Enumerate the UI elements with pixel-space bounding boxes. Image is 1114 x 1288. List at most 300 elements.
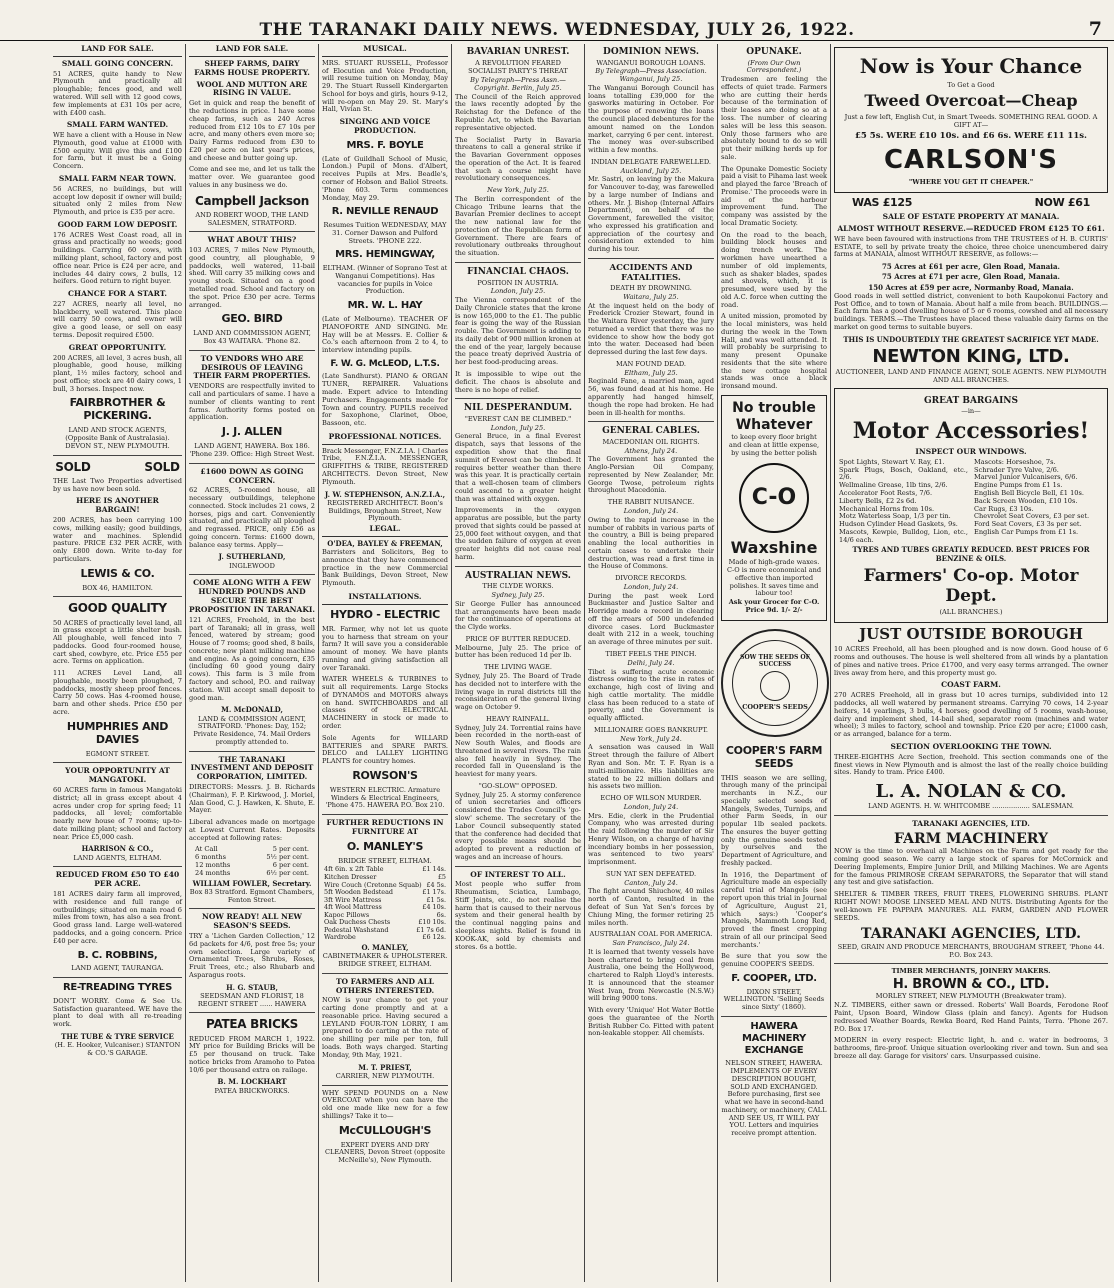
firm-name: B. C. ROBBINS, [77,949,158,961]
article-headline: FINANCIAL CHAOS. [467,266,569,277]
ad-text: Liberal advances made on mortgage at Lowest Current Rates. Deposits accepted at following rates: [189,818,315,842]
ad-text: NELSON STREET, HAWERA. IMPLEMENTS OF EVERY DESCRIPTION BOUGHT, SOLD AND EXCHANGED. Before purchasing, first see what we have in second-hand machinery, or machinery, CALL AND SEE US, IT WILL PAY YOU. Letters and inquiries receive prompt attention. [721,1059,827,1138]
divider [189,231,315,232]
ad-text: 60 ACRES farm in famous Mangatoki district; all in grass except about 4 acres under crop for spring feed; 11 paddocks, all level; comfortable nearly new house of 7 rooms; up-to-date milking plant; school and factory near. Price £5,000 cash. [53,786,182,841]
list-item: 75 Acres at £61 per acre, Glen Road, Manaia. [882,262,1060,272]
firm-address: (H. E. Hooker, Vulcaniser.) STANTON & CO.'S GARAGE. [54,1041,181,1057]
column-land-for-sale-2 [186,44,318,1282]
article-subhead: MAN FOUND DEAD. [615,359,687,368]
firm-name: NEWTON KING, LTD. [872,346,1070,367]
ad-text: 176 ACRES West Coast road, all in grass and practically no weeds; good buildings. Carrying 60 cows, with milking plant, school, factory and post office near. Price is £24 per acre, and includes 44 dairy cows, 2 bulls, 12 heifers. Good return to right buyer. [53,230,182,286]
divider [53,455,182,456]
accessory-list-right [974,459,1103,544]
ad-text: 111 ACRES Level Land, all ploughable, mostly been ploughed, 7 paddocks, mostly sheep proof fences. Carry 50 cows. Has 4-roomed house, barn and other sheds. Price £50 per acre. [53,669,182,716]
ad-text: Sole Agents for WILLARD BATTERIES and SPARE PARTS. DELCO and LALLEY LIGHTING PLANTS for country homes. [322,733,448,766]
firm-address: AND ROBERT WOOD, THE LAND SALESMEN, STRATFORD. [195,210,309,227]
firm-name: J. SUTHERLAND, [218,552,286,562]
list-item: Wardrobe £6 12s. [324,933,446,942]
firm-name: ROWSON'S [352,768,418,782]
ad-text: TRY a 'Lichen Garden Collection,' 12 6d packets for 4/6, post free 5s; your own selection. Large variety of Ornamental Trees, Shrubs, Roses, Fruit Trees, etc.; also Rhubarb and Asparagus roots. [189,932,315,979]
firm-name: Campbell Jackson [195,193,309,208]
column-cable-news [452,44,584,1282]
article-text: Sydney, July 25. The Board of Trade has decided not to interfere with the living wage in rural districts till the reconsideration of the general living wage on October 9. [455,671,581,712]
ad-text: 181 ACRES dairy farm all improved, with residence and full range of outbuildings; situated on main road 6 miles from town, has also a sea front. Good grass land. Large well-watered paddocks, and a going concern. Price £40 per acre. [53,890,182,945]
divider [322,814,448,815]
column-land-for-sale-1 [50,44,185,1282]
article-text: The Council of the Reich approved the laws recently adopted by the Reichstag for the Defence of the Republic Act, to which the Bavarian representative objected. [455,92,581,132]
ad-text: Come and see me, and let us talk the matter over. We guarantee good values in any business we do. [189,165,315,189]
firm-name: TARANAKI AGENCIES, LTD. [861,926,1081,943]
list-item: 150 Acres at £59 per acre, Normanby Road, Manaia. [868,282,1074,292]
article-subhead: A REVOLUTION FEARED [475,58,561,67]
ad-heading: THE TARANAKI INVESTMENT AND DEPOSIT CORPORATION, LIMITED. [190,754,314,782]
firm-address: CABINETMAKER & UPHOLSTERER. BRIDGE STREET, ELTHAM. [322,952,448,968]
ad-text: DON'T WORRY. Come & See Us. Satisfaction guaranteed. WE have the plant to deal with all re-treading work. [53,996,182,1029]
ad-text: —in— [961,407,981,416]
column-display-ads [831,44,1111,1282]
ad-text: 50 ACRES of practically level land, all in grass except a little shelter bush. All ploughable, well fenced into 7 paddocks. Good four-roomed house, cart shed, cowbyre, etc. Price £55 per acre. Terms on application. [53,618,182,666]
divider [189,1012,315,1013]
ad-heading: COME ALONG WITH A FEW HUNDRED POUNDS AND SECURE THE BEST PROPOSITION IN TARANAKI. [189,578,315,615]
list-item: Marvel Junior Vulcanisers, 6/6. [974,473,1078,482]
firm-address: BRIDGE STREET, ELTHAM. [338,856,432,865]
firm-address: WESTERN ELECTRIC. Armature Winders & Electrical Engineers, 'Phone 475. HAWERA P.O. Box 210. [325,785,445,810]
list-item: Pedestal Washstand £1 7s 6d. [324,925,446,934]
ad-banner: Motor Accessories! [852,418,1090,445]
emblem-text: SOW THE SEEDS OF SUCCESS [740,653,810,668]
ad-banner: HAWERA MACHINERY EXCHANGE [741,1020,806,1056]
ad-banner: HYDRO - ELECTRIC [330,607,440,621]
rate-row: 6 months 5½ per cent. [195,853,309,862]
article-text: Mr. Sastri, on leaving by the Makura for Vancouver to-day, was farewelled by a large number of Indians and others. Mr. J. Bishop (Internal Affairs Department), on behalf of the Government, farewelled the visitor, who expressed his gratification and appreciation of the courtesy and consideration extended to him during his tour. [588,175,714,254]
ad-text: MR. Farmer, why not let us quote you to harness that stream on your farm? It will save you a considerable amount of money. We have plants running and giving satisfaction all over Taranaki. [322,624,448,672]
article-headline: GENERAL CABLES. [602,426,700,437]
firm-name: H. G. STAUB, [226,982,278,992]
seeds-emblem-ring [732,640,818,726]
ad-heading: SHEEP FARMS, DAIRY FARMS HOUSE PROPERTY. [194,58,310,77]
section-heading: PROFESSIONAL NOTICES. [322,432,448,445]
article-text: The Vienna correspondent of the Daily Chronicle states that the krone is now 165,000 to the £1. The public fear is going the way of the Russian rouble. The Government is adding to its daily debt of 900 million kronen at the end of the year, largely because the peace treaty deprived Austria of her best food-producing areas. [455,296,581,367]
firm-address: SEEDSMAN AND FLORIST, 18 REGENT STREET ...... HAWERA [197,991,307,1008]
article-subhead: MACEDONIAN OIL RIGHTS. [602,437,700,446]
divider [53,596,182,597]
dateline: By Telegraph—Press Association. Wanganui, July 25. [595,67,707,84]
column-dominion-news [585,44,717,1282]
list-item: Back Screen Wooden, £10 10s. [974,496,1078,505]
list-item: Wellmaline Grease, 1lb tins, 2/6. [839,481,948,490]
ad-heading: WOOL AND MUTTON ARE RISING IN VALUE. [196,79,308,98]
ad-text: WE have been favoured with instructions from THE TRUSTEES of H. B. CURTIS' ESTATE, to sell by private treaty the choice, three choice unencumbered dairy farms at MANAIA, almost WITHOUT RESERVE, as follows:— [834,234,1108,259]
firm-address: LAND AGENTS. H. W. WHITCOMBE .................. SALESMAN. [868,802,1074,811]
rate-row: At Call 5 per cent. [195,845,309,854]
ad-heading: TO VENDORS WHO ARE DESIROUS OF LEAVING THEIR FARM PROPERTIES. [193,353,311,381]
dateline: London, July 24. [623,802,679,811]
masthead [0,0,1114,38]
firm-name: HUMPHRIES AND DAVIES [66,719,169,746]
article-text: The Socialist Party in Bavaria threatens to call a general strike if the Bavarian Government opposes the operation of the Act. It is feared that such a course might have revolutionary consequences. [455,135,581,183]
list-item: Chevrolet Seat Covers, £3 per set. [974,512,1090,521]
ad-heading: GREAT BARGAINS [923,395,1019,406]
ad-text: THE Last Two Properties advertised by us have now been sold. [53,476,182,493]
dateline: By Telegraph—Press Assn.—Copyright. Berlin, July 25. [470,76,566,92]
article-text: The Opunake Domestic Society paid a visit to Pihama last week and played the farce 'Breach of Promise.' The proceeds were in aid of the harbour improvement fund. The company was assisted by the local Dramatic Society. [721,164,828,227]
dateline: London, July 25. [490,423,546,432]
article-text: During the past week Lord Buckmaster and Justice Salter and Horridge made a record in clearing off the arrears of 500 undefended divorce cases. Lord Buckmaster dealt with 212 in a week, touching an average of three minutes per suit. [588,591,714,647]
ad-heading: GREAT OPPORTUNITY. [68,342,167,352]
teacher-name: MRS. HEMINGWAY, [335,249,435,261]
list-item: Mechanical Horns from 10s. [839,504,935,513]
divider [322,973,448,974]
article-subhead: TIBET FEELS THE PINCH. [605,650,697,659]
ad-text: REDUCED FROM MARCH 1, 1922. MY price for Building Bricks will be £5 per thousand on truck. Take notice bricks from Aramoho to Patea 10/6 per thousand extra on railage. [189,1034,315,1074]
article-subhead: THE LIVING WAGE. [484,663,552,672]
firm-name: O'DEA, BAYLEY & FREEMAN, [327,538,443,548]
article-text: Owing to the rapid increase in the number of rabbits in various parts of the country, a Bill is being prepared enabling the local authorities in certain cases to undertake their destruction, was read a first time in the House of Commons. [588,515,714,571]
article-text: Tradesmen are feeling the effects of quiet trade. Farmers who are cutting their herds because of the termination of their leases are doing so at a loss. The number of clearing sales will be less this season. Only those farmers who are absolutely bound to do so will put their milking herds up for sale. [721,75,827,161]
divider [588,258,714,259]
section-heading: LAND FOR SALE. [53,44,182,57]
farm-list [834,263,1108,292]
list-item: English Bell Bicycle Bell, £1 10s. [974,489,1084,497]
ad-text: Get in quick and reap the benefit of the reductions in price. I have some cheap farms, such as 240 Acres reduced from £12 10s to £7 10s per acre, and many others even more so; Dairy Farms reduced from £30 to £20 per acre on last year's prices, and cheese and butter going up. [189,99,315,162]
article-text: Mrs. Edie, clerk in the Prudential Company, who was arrested during the raid following the murder of Sir Henry Wilson, on a charge of having incendiary bombs in her possession, was sentenced to two years' imprisonment. [588,811,714,867]
rate-row: 24 months 6½ per cent. [195,868,309,877]
ad-heading: INSPECT OUR WINDOWS. [915,447,1027,457]
ad-text: Be sure that you sow the genuine COOPER'S SEEDS. [721,952,827,969]
article-text: It is impossible to wipe out the deficit. The chaos is absolute and there is no hope of relief. [455,370,581,394]
ad-banner: FARM MACHINERY [894,830,1048,847]
accessory-price-list [839,459,1103,544]
firm-name: GEO. BIRD [221,312,283,326]
article-text: At the inquest held on the body of Frederick Crozier Stewart, found in the Waitara River yesterday, the jury returned a verdict that there was no evidence to show how the body got into the water. Deceased had been depressed during the last few days. [588,301,714,357]
dateline: Waitara, July 25. [623,292,679,301]
ad-text: THREE-EIGHTHS Acre Section, freehold. This section commands one of the finest views in New Plymouth and is almost the last of the really choice building sites. Handy to tram. Price £400. [834,752,1108,777]
ad-text: 10 ACRES Freehold, all has been ploughed and is now down. Good house of 6 rooms and outhouses. The house is well sheltered from all winds by a plantation of pines and native trees. Price £1700, and very easy terms arranged. The owner lives away from here, and this property must go. [834,645,1108,677]
dateline: New York, July 25. [487,186,549,195]
ad-heading: YOUR OPPORTUNITY AT MANGATOKI. [65,766,170,785]
dateline: San Francisco, July 24. [612,939,690,948]
firm-name: HARRISON & CO., [81,844,154,854]
firm-name: B. M. LOCKHART [217,1077,287,1087]
firm-address: MORLEY STREET, NEW PLYMOUTH (Breakwater tram). [875,992,1067,1001]
dateline: London, July 24. [623,507,679,515]
list-item: Kitchen Dresser £5 [324,873,446,882]
ad-text: 56 ACRES, no buildings, but will accept low deposit if owner will build; situated only 2 miles from New Plymouth, and price is £35 per acre. [53,184,182,217]
firm-address: LAND AGENT, TAURANGA. [71,964,164,973]
ad-banner: No trouble Whatever [732,400,816,433]
now-price: NOW £61 [1034,196,1090,210]
article-text: The Wanganui Borough Council has loans totalling £39,000 for the gasworks maturing in October. For the purpose of renewing the loans the council placed debentures for the amount named on the London market, carrying 6 per cent. interest. The money was over-subscribed within a few months. [588,83,714,155]
page-number: 7 [1088,18,1102,40]
firm-address: LAND AGENTS, ELTHAM. [73,853,162,862]
ad-text: To Get a Good [947,80,995,89]
ad-text: (Late of Melbourne). TEACHER OF PIANOFORTE AND SINGING. Mr. Hay will be at Messrs. E. Collier & Co.'s each afternoon from 2 to 4, to interview intending pupils. [322,315,448,355]
ad-text: to keep every floor bright and clean at little expense, by using the better polish [728,433,820,457]
divider [53,762,182,763]
divider [189,574,315,575]
ad-text: Made of high-grade waxes. C-O is more economical and effective than imported polishes. It saves time and labour too! [726,558,822,598]
ad-text: MODERN in every respect: Electric light, h. and c. water in bedrooms, 3 bathrooms, fire-proof. Unique situation overlooking river and town. Sun and sea breeze all day. Garage for visitors' cars. Unsurpassed cuisine. [834,1036,1108,1060]
article-text: It is learned that twenty vessels have been chartered to bring coal from Australia, one being the Hollywood, chartered to Ralph Lloyd's interests. It is announced that the steamer West Ivan, from Newcastle (N.S.W.) will bring 9000 tons. [588,947,714,1003]
list-item: English Car Pumps from £1 1s. [974,527,1079,536]
ad-text: In 1916, the Department of Agriculture made an especially careful trial of Mangels (see report upon this trial in Journal of Agriculture, August 21, which says:) 'Cooper's Mangels, Mammoth Long Red, proved the finest cropping strain of all our principal Seed merchants.' [721,870,827,949]
was-now-banner [852,197,1090,210]
teacher-name: MR. W. L. HAY [347,300,423,312]
firm-name: LEWIS & CO. [80,566,155,580]
teacher-name: F. W. G. McLEOD, L.T.S. [330,358,440,369]
brand-name: Waxshine [730,538,818,558]
dateline: Auckland, July 25. [620,166,682,175]
ad-text: DIRECTORS: Messrs. J. B. Richards (Chairman), F. P. Kirkwood, J. Moriel, Alan Good, C. J. Hawken, K. Shute, E. Mayer. [189,783,315,815]
firm-address: AUCTIONEER, LAND AND FINANCE AGENT, SOLE AGENTS. NEW PLYMOUTH AND ALL BRANCHES. [835,368,1107,384]
firm-name: O. MANLEY, [361,942,409,952]
article-subhead: SOCIALIST PARTY'S THREAT [468,67,568,76]
ad-text: Resumes Tuition WEDNESDAY, MAY 31. Corner Dawson and Pulford Streets. 'PHONE 222. [323,221,447,245]
article-text: A united mission, promoted by the local ministers, was held during the week in the Town Hall, and was well attended. It will probably be surprising to many present Opunake residents that the site where the new cottage hospital stands was once a black ironsand mound. [721,312,827,391]
article-text: The fight around Shiuchow, 40 miles north of Canton, resulted in the defeat of Sun Yat Sen's forces by Chiung Ming, the former retiring 25 miles north. [588,887,714,927]
ad-text: VENDORS are respectfully invited to call and particulars of same. I have a number of clients wanting to rent farms. Authority forms posted on application. [189,382,315,422]
ad-heading: SALE OF ESTATE PROPERTY AT MANAIA. [882,212,1060,222]
ad-text: WATER WHEELS & TURBINES to suit all requirements. Large Stocks of DYNAMOS and MOTORS always on hand. SWITCHBOARDS and all classes of ELECTRICAL MACHINERY in stock or made to order. [322,675,448,730]
ad-banner: Tweed Overcoat—Cheap [864,91,1078,111]
article-subhead: MILLIONAIRE GOES BANKRUPT. [593,725,709,734]
divider [322,1085,448,1086]
teacher-name: R. NEVILLE RENAUD [331,206,439,218]
firm-address: INGLEWOOD [229,561,275,570]
dateline: Delhi, July 24. [627,658,675,667]
ad-heading: SMALL FARM WANTED. [66,120,169,130]
furniture-price-list [322,866,448,941]
ad-heading: COAST FARM. [941,680,1001,690]
carlsons-advertisement [834,47,1108,193]
article-text: Reginald Fane, a married man, aged 56, was found dead at his home. He apparently had hanged himself, though the rope had broken. He had been in ill-health for months. [588,377,714,417]
article-text: General Bruce, in a final Everest dispatch, says that lessons of the expedition show that the final summit of Everest can be climbed. It requires better weather than there was this year. It is practically certain that a well-chosen team of climbers could ascend to a greater height than was attained with oxygen. [455,432,581,503]
firm-address: EGMONT STREET. [85,749,150,758]
ad-heading: SECTION OVERLOOKING THE TOWN. [890,741,1052,751]
ad-text: 227 ACRES, nearly all level, no blackberry, well watered. This place will carry 50 cows, and owner will give a good lease, or sell on easy terms. Deposit required £500. [53,299,182,339]
ad-heading: CHANCE FOR A START. [68,289,167,299]
article-subhead: PRICE OF BUTTER REDUCED. [465,634,571,643]
article-subhead: (From Our Own Correspondent.) [746,58,802,75]
article-headline: NIL DESPERANDUM. [463,403,573,414]
ad-heading: SMALL GOING CONCERN. [61,58,174,68]
section-heading: MUSICAL. [322,44,448,57]
article-text: Melbourne, July 25. The price of butter has been reduced 1d per lb. [455,643,581,660]
article-subhead: AUSTRALIAN COAL FOR AMERICA. [589,930,713,939]
ad-text: WE have a client with a House in New Plymouth, good value at £1000 with £500 equity. Will give this and £100 for farm, but it must be a Going Concern. [53,131,182,171]
ad-text: TYRES AND TUBES GREATLY REDUCED. BEST PRICES FOR BENZINE & OILS. [852,545,1090,563]
dateline: London, July 24. [623,582,679,591]
firm-address: Box 83 Stratford. Egmont Chambers, Fenton Street. [189,887,315,904]
column-opunake-ads [718,44,830,1282]
article-headline: ACCIDENTS AND FATALITIES. [609,262,693,283]
ad-text: N.Z. TIMBERS, either sawn or dressed. Roberts' Wall Boards, Ferodone Roof Paint, Upson Board, Window Glass (plain and fancy). Agents for Hudson redressed Weather Boards, Rewka Board, Red Hand Paints, Terra. 'Phone 267. P.O. Box 17. [834,1001,1108,1033]
seeds-emblem [721,629,829,737]
ad-heading: GOOD FARM LOW DEPOSIT. [57,219,178,229]
portrait-icon [760,671,790,701]
ad-text: 103 ACRES, 7 miles New Plymouth, good country, all ploughable, 9 paddocks, well watered, 11-bail shed. Will carry 35 milking cows and young stock. Situated on a good metalled road. School and factory on the spot. Price £30 per acre. Terms arranged. [189,246,315,309]
firm-address: LAND AND STOCK AGENTS, (Opposite Bank of Australasia). DEVON ST., NEW PLYMOUTH. [65,426,170,450]
list-item: Spot Lights, Stewart V. Ray, £1. [839,457,945,466]
firm-name: Farmers' Co-op. Motor Dept. [863,565,1079,606]
article-text: With every 'Unique' Hot Water Bottle goes the guarantee of the North British Rubber Co. Fitted with patent non-leakable stopper. All chemists. [588,1006,714,1038]
firm-name: McCULLOUGH'S [338,1123,432,1137]
ad-heading: SINGING AND VOICE PRODUCTION. [339,117,431,136]
ad-text: 62 ACRES, 5-roomed house, all necessary outbuildings, telephone connected. Stock includes 21 cows, 2 horses, pigs and cart. Conveniently situated, and practically all ploughed and regrassed. PRICE, only £56 as going concern. Terms: £1600 down, balance easy terms. Apply— [189,486,315,549]
ad-banner: COOPER'S FARM SEEDS [725,743,823,770]
deposit-rates-table [189,846,315,877]
list-item: Wire Couch (Cretonne Squab) £4 5s. [324,880,446,889]
divider [53,866,182,867]
ad-text: SHELTER & TIMBER TREES, FRUIT TREES, FLOWERING SHRUBS. PLANT RIGHT NOW! MOOSE LINSEED MEAL AND NUTS. Distributing Agents for the well-known FE PAPPAPA MANURES. ALL FARM, GARDEN AND FLOWER SEEDS. [834,890,1108,922]
firm-name: THE TUBE & TYRE SERVICE [61,1031,174,1041]
ad-banner: Now is Your Chance [859,54,1083,78]
list-item: 4ft 6in. x 2ft Table £1 14s. [324,865,446,874]
ad-text: MRS. STUART RUSSELL, Professor of Elocution and Voice Production, will resume tuition on Monday, May 29. The Stuart Russell Kindergarten School for boys and girls, hours 9-12, will re-open on May 29. St. Mary's Hall, Vivian St. [322,58,448,114]
article-headline: AUSTRALIAN NEWS. [465,570,571,581]
ad-text: 200 ACRES, all level, 3 acres bush, all ploughable, good house, milking plant, 1½ miles factory, school and post office; stock are 40 dairy cows, 1 bull, 3 horses. Inspect now. [53,353,182,393]
firm-address: EXPERT DYERS AND DRY CLEANERS, Devon Street (opposite McNeille's), New Plymouth. [324,1140,446,1165]
ad-heading: NOW READY! ALL NEW SEASON'S SEEDS. [202,912,302,931]
firm-address: SEED, GRAIN AND PRODUCE MERCHANTS, BROUGHAM STREET, 'Phone 44. P.O. Box 243. [837,942,1105,959]
ad-heading: SMALL FARM NEAR TOWN. [58,173,177,183]
article-subhead: POSITION IN AUSTRIA. [477,278,559,287]
firm-address: LAND AND COMMISSION AGENT, Box 43 WAITARA. 'Phone 82. [193,329,311,346]
ad-heading: ALMOST WITHOUT RESERVE.—REDUCED FROM £125 TO £61. [837,224,1105,234]
article-subhead: WANGANUI BOROUGH LOANS. [596,58,706,67]
firm-name: J. J. ALLEN [221,425,283,439]
ad-text: 51 ACRES, quite handy to New Plymouth and practically all ploughable; fences good, and well watered. Will sell with 12 good cows, few implements at £31 10s per acre, with £400 cash. [53,69,182,117]
ad-heading: TARANAKI AGENCIES, LTD. [912,819,1030,829]
divider [834,963,1108,964]
article-subhead: ECHO OF WILSON MURDER. [600,794,702,803]
firm-slogan: "WHERE YOU GET IT CHEAPER." [908,178,1034,187]
polish-tin-icon: C-O [739,463,809,533]
firm-name: FAIRBROTHER & PICKERING. [69,396,166,423]
ad-text: THIS season we are selling, through many of the principal merchants in N.Z., our specially selected seeds of Mangels, Swedes, Turnips, and other Farm Seeds, in our popular 1lb sealed packets. The ensures the buyer getting only the genuine seeds tested by ourselves and the Department of Agriculture, and freshly packed. [721,773,827,867]
firm-name: H. BROWN & CO., LTD. [892,977,1050,993]
sold-banner: SOLD SOLD [55,459,180,474]
list-item: 4ft Wool Mattress £4 10s. [324,903,446,912]
waxshine-advertisement [721,395,827,621]
divider [588,421,714,422]
list-item: Motz Waterless Soap, 1/3 per tin. [839,512,951,521]
article-text: A sensation was caused in Wall Street through the failure of Albert Ryan and Son. Mr. T. F. Ryan is a multi-millionaire. His liabilities are stated to be 22 million dollars and his assets two million. [588,743,714,791]
section-heading: LEGAL. [322,524,448,537]
article-subhead: DIVORCE RECORDS. [615,574,687,583]
list-item: Hudson Cylinder Head Gaskets, 9s. [839,520,958,529]
list-item: 5ft Wooden Bedstead £1 17s. [324,888,446,897]
ad-text: ELTHAM. (Winner of Soprano Test at Wanganui Competitions). Has vacancies for pupils in Voice Production. [322,264,448,296]
masthead-title: THE TARANAKI DAILY NEWS. WEDNESDAY, JULY 26, 1922. [259,20,855,40]
ad-text: Barristers and Solicitors, Beg to announce that they have commenced practice in the new Commercial Bank Buildings, Devon Street, New Plymouth. [322,548,448,588]
ad-text: REGISTERED ARCHITECT. Boon's Buildings, Brougham Street, New Plymouth. [327,498,443,523]
firm-name: WILLIAM FOWLER, Secretary. [192,878,312,888]
ad-heading: HERE IS ANOTHER BARGAIN! [76,496,159,515]
list-item: Schrader Tyre Valve, 2/6. [974,465,1059,474]
firm-name: F. COOPER, LTD. [731,972,817,984]
divider [834,815,1108,816]
dateline: Eltham, July 25. [624,368,678,377]
firm-name: L. A. NOLAN & CO. [875,781,1067,803]
ad-text: 270 ACRES Freehold, all in grass but 10 acres turnips, subdivided into 12 paddocks, all well watered by permanent streams. Carrying 70 cows, 14 2-year heifers, 14 yearlings, 3 bulls, 4 horses; good dwelling of 5 rooms, wash-house, dairy and implement shed, 14-bail shed, separator room (machines and water wheel); 3 miles to factory, school and township. Price £20 per acre; £1000 cash, or as arranged, balance for a term. [834,691,1108,739]
article-subhead: HEAVY RAINFALL. [486,714,550,723]
rate-row: 12 months 6 per cent. [195,861,309,870]
was-price: WAS £125 [852,196,913,210]
divider [189,350,315,351]
list-item: Spark Plugs, Bosch, Oakland, etc., 2/6. [839,465,968,482]
article-text: On the road to the beach, building block houses and doing trench work. The workmen have unearthed a number of old implements, such as shaker blades, spades and shovels, which, it is presumed, were used by the old A.C. force when cutting the road. [721,230,827,309]
ad-banner: JUST OUTSIDE BOROUGH [859,624,1083,643]
ad-heading: £1600 DOWN AS GOING CONCERN. [200,466,304,485]
dateline: Canton, July 24. [624,878,678,887]
dateline: Athens, July 24. [624,446,678,455]
ad-heading: TO FARMERS AND ALL OTHERS INTERESTED. [335,976,435,995]
article-subhead: SUN YAT SEN DEFEATED. [605,869,697,878]
teacher-name: MRS. F. BOYLE [346,139,424,151]
divider [189,463,315,464]
motor-accessories-advertisement [834,388,1108,623]
firm-address: BOX 46, HAMILTON. [82,583,153,592]
emblem-text: COOPER'S SEEDS [742,702,808,711]
divider [53,977,182,978]
price-line: £5 5s. WERE £10 10s. and £6 6s. WERE £11 11s. [855,130,1087,141]
ad-heading: TIMBER MERCHANTS, JOINERY MAKERS. [891,967,1051,976]
divider [455,398,581,399]
masthead-rule [0,40,1114,41]
list-item: Car Rugs, £3 10s. [974,504,1034,513]
ad-text: NOW is the time to overhaul all Machines on the Farm and get ready for the coming good season. We carry a large stock of spares for McCormick and Deering Implements, Empire Junior Drill, and Milking Machines. We are Agents for the famous PRIMROSE CREAM SEPARATORS, the Separator that will stand any test and give satisfaction. [834,847,1108,887]
ad-heading: REDUCED FROM £50 TO £40 PER ACRE. [55,870,180,889]
article-headline: DOMINION NEWS. [603,47,699,57]
ad-banner: GOOD QUALITY [68,601,167,616]
firm-address: LAND & COMMISSION AGENT, STRATFORD. 'Phones: Day, 152; Private Residence, 74. Mail Orders promptly attended to. [193,714,311,746]
divider [455,262,581,263]
firm-name: M. T. PRIEST, [358,1062,412,1072]
article-headline: OF INTEREST TO ALL. [470,869,566,879]
list-item: Mascots, Kewpie, Bulldog, Lion, etc., 14/6 each. [839,527,968,544]
list-item: Oak Duchess Chests £10 10s. [324,918,446,927]
section-heading: LAND FOR SALE. [189,44,315,57]
firm-name: O. MANLEY'S [346,839,424,853]
list-item: Kapoc Pillows 6s. [324,910,446,919]
list-item: 75 Acres at £71 per acre, Glen Road, Manaia. [882,272,1060,282]
firm-address: LAND AGENT, HAWERA. Box 186. 'Phone 239. Office: High Street West. [189,442,315,458]
list-item: Mascots: Horseshoe, 7s. [974,457,1056,466]
firm-address: PATEA BRICKWORKS. [214,1086,290,1095]
accessory-list-left [839,459,968,544]
firm-address: CARRIER, NEW PLYMOUTH. [335,1071,435,1080]
article-subhead: THE RABBIT NUISANCE. [607,498,695,507]
article-text: Improvements in the oxygen apparatus are possible, but the party proved that sights could be passed at 25,000 feet without oxygen, and that the sudden failure of oxygen at even greater heights did not cause real harm. [455,506,581,561]
article-text: The Berlin correspondent of the Chicago Tribune learns that the Bavarian Premier declines to accept the new national law for the protection of the Republican form of Government. There are fears of revolutionary outbreaks throughout the situation. [455,194,581,258]
article-headline: OPUNAKE. [746,47,802,57]
ad-text: Brack Messenger, F.N.Z.I.A. | Charles Tribe, F.N.Z.I.A. MESSENGER, GRIFFITHS & TRIBE, REGISTERED ARCHITECTS. Devon Street, New Plymouth. [322,446,448,486]
divider [721,1016,827,1017]
list-item: 3ft Wire Mattress £1 5s. [324,895,446,904]
article-subhead: "GO-SLOW" OPPOSED. [478,781,558,790]
list-item: Engine Pumps from £1 1s. [974,481,1063,490]
firm-address: (ALL BRANCHES.) [939,607,1003,616]
article-subhead: THE CLYDE WORKS. [482,582,554,591]
ad-text: THIS IS UNDOUBTEDLY THE GREATEST SACRIFICE YET MADE. [843,334,1099,344]
divider [455,866,581,867]
firm-name: M. McDONALD, [221,705,283,715]
ad-text: 200 ACRES, has been carrying 100 cows, milking easily; good buildings, water and machines. Splendid pasture. PRICE £32 PER ACRE, with only £800 down. Write to-day for particulars. [53,516,182,563]
section-heading: INSTALLATIONS. [322,592,448,605]
dateline: London, July 25. [490,287,546,296]
column-musical-professional [319,44,451,1282]
